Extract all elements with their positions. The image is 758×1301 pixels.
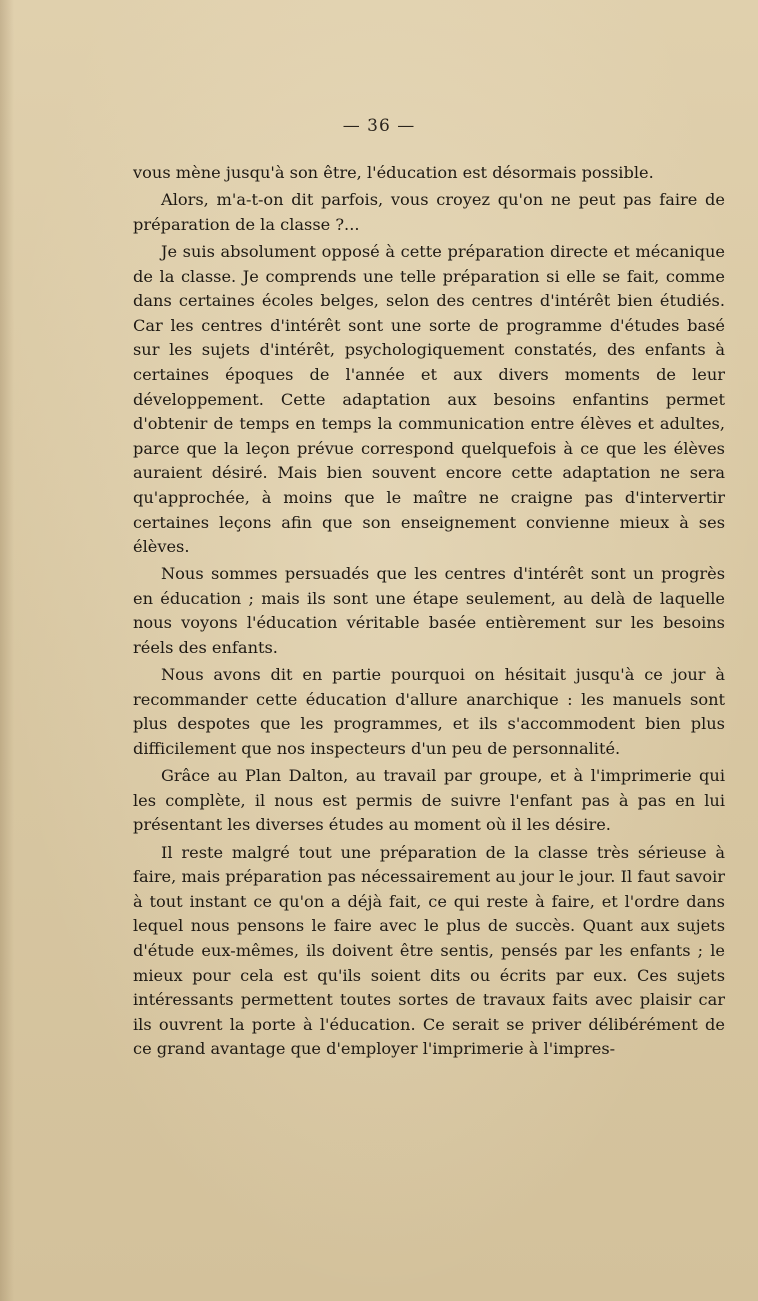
page-number: — 36 — xyxy=(342,116,416,136)
paragraph: Je suis absolument opposé à cette préparation directe et mécanique de la classe. Je comprends une telle préparation si elle se fait, comme dans certaines écoles belges, selon des centres d'intérêt bien étudiés. Car les centres d'intérêt sont une sorte de programme d'études basé sur les sujets d'intérêt, psychologiquement constatés, des enfants à certaines époques de l'année et aux divers moments de leur développement. Cette adaptation aux besoins enfantins permet d'obtenir de temps en temps la communication entre élèves et adultes, parce que la leçon prévue correspond quelquefois à ce que les élèves auraient désiré. Mais bien souvent encore cette adaptation ne sera qu'approchée, à moins que le maître ne craigne pas d'intervertir certaines leçons afin que son enseignement convienne mieux à ses élèves. xyxy=(133,241,725,557)
paragraph: Grâce au Plan Dalton, au travail par groupe, et à l'imprimerie qui les complète, il nous est permis de suivre l'enfant pas à pas en lui présentant les diverses études au moment où il les désire. xyxy=(133,766,725,835)
paragraph: vous mène jusqu'à son être, l'éducation est désormais possible. xyxy=(133,163,654,182)
paragraph: Alors, m'a-t-on dit parfois, vous croyez qu'on ne peut pas faire de préparation de la classe ?... xyxy=(133,190,725,234)
page-text xyxy=(133,161,725,1065)
paragraph: Il reste malgré tout une préparation de la classe très sérieuse à faire, mais préparation pas nécessairement au jour le jour. Il faut savoir à tout instant ce qu'on a déjà fait, ce qui reste à faire, et l'ordre dans lequel nous pensons le faire avec le plus de succès. Quant aux sujets d'étude eux-mêmes, ils doivent être sentis, pensés par les enfants ; le mieux pour cela est qu'ils soient dits ou écrits par eux. Ces sujets intéressants permettent toutes sortes de travaux faits avec plaisir car ils ouvrent la porte à l'éducation. Ce serait se priver délibérément de ce grand avantage que d'employer l'imprimerie à l'impres- xyxy=(133,842,725,1059)
paragraph: Nous sommes persuadés que les centres d'intérêt sont un progrès en éducation ; mais ils sont une étape seulement, au delà de laquelle nous voyons l'éducation véritable basée entièrement sur les besoins réels des enfants. xyxy=(133,564,725,658)
paragraph: Nous avons dit en partie pourquoi on hésitait jusqu'à ce jour à recommander cette éducation d'allure anarchique : les manuels sont plus despotes que les programmes, et ils s'accommodent bien plus difficilement que nos inspecteurs d'un peu de personnalité. xyxy=(133,665,725,759)
page-edge-shadow xyxy=(0,0,14,1301)
